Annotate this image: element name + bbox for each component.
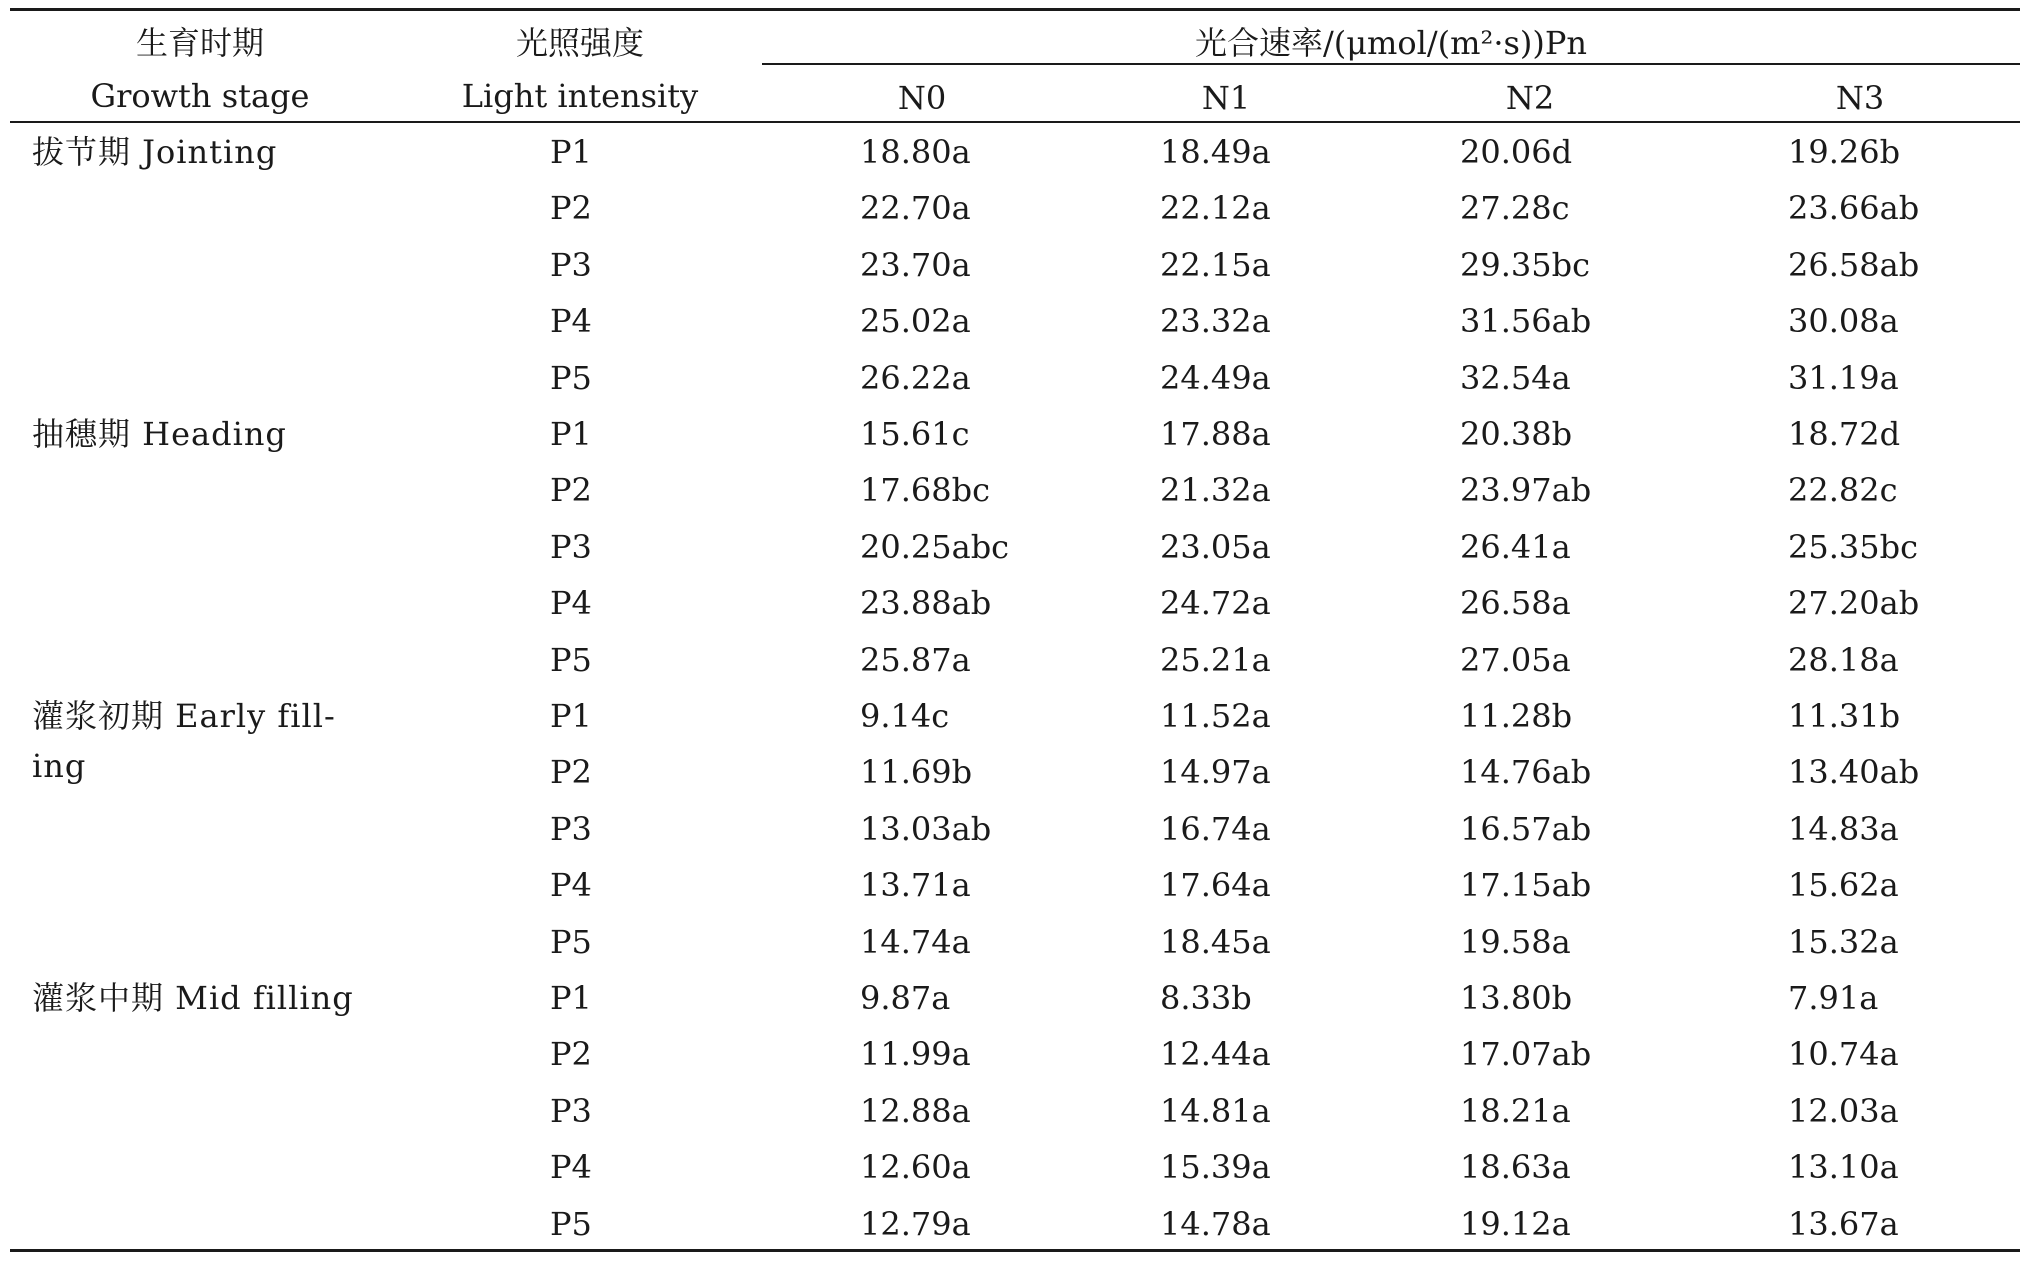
n1-value-cell: 23.32a bbox=[1160, 302, 1271, 341]
n3-value-cell: 11.31b bbox=[1788, 697, 1901, 735]
light-intensity-cell: P1 bbox=[550, 415, 592, 453]
n0-value-cell: 11.69b bbox=[860, 753, 973, 792]
n1-value-cell: 23.05a bbox=[1160, 527, 1271, 566]
n2-value-cell: 19.58a bbox=[1460, 922, 1571, 961]
n3-value-cell: 23.66ab bbox=[1788, 189, 1920, 228]
light-intensity-cell: P3 bbox=[550, 809, 592, 848]
light-intensity-cell: P2 bbox=[550, 753, 592, 792]
n2-value-cell: 27.05a bbox=[1460, 640, 1571, 679]
n3-value-cell: 14.83a bbox=[1788, 809, 1899, 848]
light-intensity-cell: P1 bbox=[550, 979, 592, 1017]
n3-value-cell: 15.32a bbox=[1788, 922, 1899, 961]
n3-value-cell: 15.62a bbox=[1788, 866, 1899, 905]
n0-value-cell: 17.68bc bbox=[860, 471, 991, 510]
n1-value-cell: 17.64a bbox=[1160, 866, 1271, 905]
n0-value-cell: 20.25abc bbox=[860, 527, 1010, 566]
header-pn-title: 光合速率/(μmol/(m²·s))Pn bbox=[1194, 24, 1588, 62]
light-intensity-cell: P5 bbox=[550, 922, 592, 961]
n1-value-cell: 18.45a bbox=[1160, 922, 1271, 961]
n2-value-cell: 13.80b bbox=[1460, 979, 1573, 1017]
n2-value-cell: 20.06d bbox=[1460, 133, 1573, 171]
n2-value-cell: 17.15ab bbox=[1460, 866, 1592, 905]
header-stage-en: Growth stage bbox=[90, 77, 310, 115]
light-intensity-cell: P2 bbox=[550, 189, 592, 228]
n1-value-cell: 16.74a bbox=[1160, 809, 1271, 848]
n2-value-cell: 11.28b bbox=[1460, 697, 1573, 735]
light-intensity-cell: P3 bbox=[550, 245, 592, 284]
n3-value-cell: 12.03a bbox=[1788, 1091, 1899, 1130]
stage-label: 灌浆初期 Early fill-ing bbox=[32, 697, 336, 785]
n2-value-cell: 27.28c bbox=[1460, 189, 1570, 228]
n0-value-cell: 18.80a bbox=[860, 133, 971, 171]
light-intensity-cell: P5 bbox=[550, 1204, 592, 1243]
light-intensity-cell: P3 bbox=[550, 1091, 592, 1130]
n0-value-cell: 22.70a bbox=[860, 189, 971, 228]
n2-value-cell: 16.57ab bbox=[1460, 809, 1592, 848]
n3-value-cell: 13.40ab bbox=[1788, 753, 1920, 792]
n1-value-cell: 25.21a bbox=[1160, 640, 1271, 679]
n3-value-cell: 28.18a bbox=[1788, 640, 1899, 679]
n2-value-cell: 31.56ab bbox=[1460, 302, 1592, 341]
header-n3: N3 bbox=[1835, 79, 1885, 117]
light-intensity-cell: P2 bbox=[550, 1035, 592, 1074]
stage-label: 拔节期 Jointing bbox=[32, 133, 278, 171]
n1-value-cell: 8.33b bbox=[1160, 979, 1252, 1017]
n2-value-cell: 26.41a bbox=[1460, 527, 1571, 566]
stage-label: 抽穗期 Heading bbox=[32, 415, 287, 453]
n2-value-cell: 23.97ab bbox=[1460, 471, 1592, 510]
light-intensity-cell: P5 bbox=[550, 640, 592, 679]
n1-value-cell: 22.15a bbox=[1160, 245, 1271, 284]
header-stage-zh: 生育时期 bbox=[135, 24, 264, 62]
n1-value-cell: 17.88a bbox=[1160, 415, 1271, 453]
n0-value-cell: 25.87a bbox=[860, 640, 971, 679]
n3-value-cell: 22.82c bbox=[1788, 471, 1898, 510]
n3-value-cell: 13.67a bbox=[1788, 1204, 1899, 1243]
n2-value-cell: 19.12a bbox=[1460, 1204, 1571, 1243]
n3-value-cell: 26.58ab bbox=[1788, 245, 1920, 284]
n1-value-cell: 24.72a bbox=[1160, 584, 1271, 623]
light-intensity-cell: P1 bbox=[550, 133, 592, 171]
light-intensity-cell: P1 bbox=[550, 697, 592, 735]
light-intensity-cell: P4 bbox=[550, 584, 592, 623]
n0-value-cell: 26.22a bbox=[860, 358, 971, 397]
light-intensity-cell: P4 bbox=[550, 866, 592, 905]
n0-value-cell: 25.02a bbox=[860, 302, 971, 341]
n1-value-cell: 11.52a bbox=[1160, 697, 1271, 735]
n1-value-cell: 21.32a bbox=[1160, 471, 1271, 510]
n1-value-cell: 22.12a bbox=[1160, 189, 1271, 228]
n1-value-cell: 14.78a bbox=[1160, 1204, 1271, 1243]
n1-value-cell: 24.49a bbox=[1160, 358, 1271, 397]
n3-value-cell: 19.26b bbox=[1788, 133, 1901, 171]
n0-value-cell: 12.79a bbox=[860, 1204, 971, 1243]
header-light-zh: 光照强度 bbox=[515, 24, 644, 62]
n0-value-cell: 23.70a bbox=[860, 245, 971, 284]
light-intensity-cell: P2 bbox=[550, 471, 592, 510]
bottom-rule bbox=[10, 1249, 2020, 1252]
n1-value-cell: 18.49a bbox=[1160, 133, 1271, 171]
n3-value-cell: 18.72d bbox=[1788, 415, 1901, 453]
n2-value-cell: 29.35bc bbox=[1460, 245, 1591, 284]
n0-value-cell: 15.61c bbox=[860, 415, 970, 453]
n2-value-cell: 26.58a bbox=[1460, 584, 1571, 623]
n0-value-cell: 9.87a bbox=[860, 979, 951, 1017]
n3-value-cell: 7.91a bbox=[1788, 979, 1879, 1017]
n3-value-cell: 31.19a bbox=[1788, 358, 1899, 397]
n3-value-cell: 10.74a bbox=[1788, 1035, 1899, 1074]
n2-value-cell: 20.38b bbox=[1460, 415, 1573, 453]
n2-value-cell: 17.07ab bbox=[1460, 1035, 1592, 1074]
top-rule bbox=[10, 8, 2020, 11]
header-light-en: Light intensity bbox=[461, 77, 699, 115]
n3-value-cell: 27.20ab bbox=[1788, 584, 1920, 623]
n0-value-cell: 23.88ab bbox=[860, 584, 992, 623]
n0-value-cell: 13.71a bbox=[860, 866, 971, 905]
n2-value-cell: 14.76ab bbox=[1460, 753, 1592, 792]
light-intensity-cell: P5 bbox=[550, 358, 592, 397]
light-intensity-cell: P3 bbox=[550, 527, 592, 566]
header-n0: N0 bbox=[897, 79, 947, 117]
n0-value-cell: 12.60a bbox=[860, 1148, 971, 1187]
n1-value-cell: 15.39a bbox=[1160, 1148, 1271, 1187]
n2-value-cell: 18.63a bbox=[1460, 1148, 1571, 1187]
header-rule bbox=[10, 121, 2020, 123]
pn-header-rule bbox=[762, 63, 2020, 65]
header-n1: N1 bbox=[1201, 79, 1251, 117]
light-intensity-cell: P4 bbox=[550, 302, 592, 341]
n0-value-cell: 14.74a bbox=[860, 922, 971, 961]
n3-value-cell: 13.10a bbox=[1788, 1148, 1899, 1187]
n1-value-cell: 12.44a bbox=[1160, 1035, 1271, 1074]
light-intensity-cell: P4 bbox=[550, 1148, 592, 1187]
n1-value-cell: 14.81a bbox=[1160, 1091, 1271, 1130]
n0-value-cell: 13.03ab bbox=[860, 809, 992, 848]
n2-value-cell: 18.21a bbox=[1460, 1091, 1571, 1130]
header-n2: N2 bbox=[1505, 79, 1555, 117]
n0-value-cell: 9.14c bbox=[860, 697, 950, 735]
n0-value-cell: 12.88a bbox=[860, 1091, 971, 1130]
n0-value-cell: 11.99a bbox=[860, 1035, 971, 1074]
n3-value-cell: 30.08a bbox=[1788, 302, 1899, 341]
n3-value-cell: 25.35bc bbox=[1788, 527, 1919, 566]
n2-value-cell: 32.54a bbox=[1460, 358, 1571, 397]
stage-label: 灌浆中期 Mid filling bbox=[32, 979, 354, 1017]
n1-value-cell: 14.97a bbox=[1160, 753, 1271, 792]
